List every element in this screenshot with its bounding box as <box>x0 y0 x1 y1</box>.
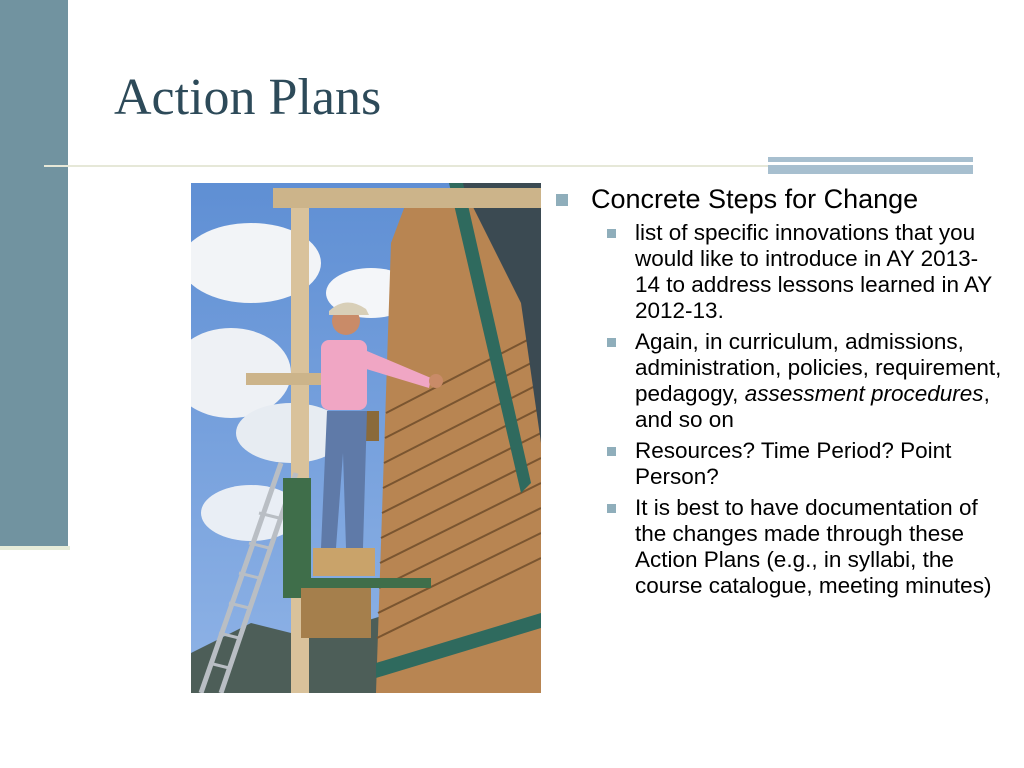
list-item <box>553 329 1013 433</box>
side-accent-bar <box>0 0 68 546</box>
slide-content <box>553 182 1013 604</box>
list-item-text: Resources? Time Period? Point Person? <box>635 438 952 489</box>
square-bullet-icon <box>607 338 616 347</box>
list-item-text: Again, in curriculum, admissions, administration, policies, requirement, pedagogy, <box>635 329 1002 406</box>
square-bullet-icon <box>607 504 616 513</box>
list-item-text: It is best to have documentation of the changes made through these Action Plans (e.g., in syllabi, the course catalogue, meeting minutes) <box>635 495 992 598</box>
main-bullet-text: Concrete Steps for Change <box>591 184 919 214</box>
list-item <box>553 495 1013 599</box>
list-item-text: list of specific innovations that you would like to introduce in AY 2013-14 to address lessons learned in AY 2012-13. <box>635 220 992 323</box>
sub-bullet-list <box>553 220 1013 599</box>
square-bullet-icon <box>556 194 568 206</box>
list-item-text-end: , and so on <box>635 381 990 432</box>
list-item <box>553 220 1013 324</box>
list-item <box>553 438 1013 490</box>
square-bullet-icon <box>607 229 616 238</box>
square-bullet-icon <box>607 447 616 456</box>
construction-worker-photo <box>191 183 541 693</box>
accent-bar-thick <box>768 165 973 174</box>
accent-bar-thin <box>768 157 973 162</box>
slide-title: Action Plans <box>114 69 382 126</box>
list-item-emphasis: assessment procedures <box>744 381 984 406</box>
side-accent-shadow <box>0 546 70 550</box>
title-accent-bars <box>768 157 973 177</box>
main-bullet <box>553 182 1013 216</box>
